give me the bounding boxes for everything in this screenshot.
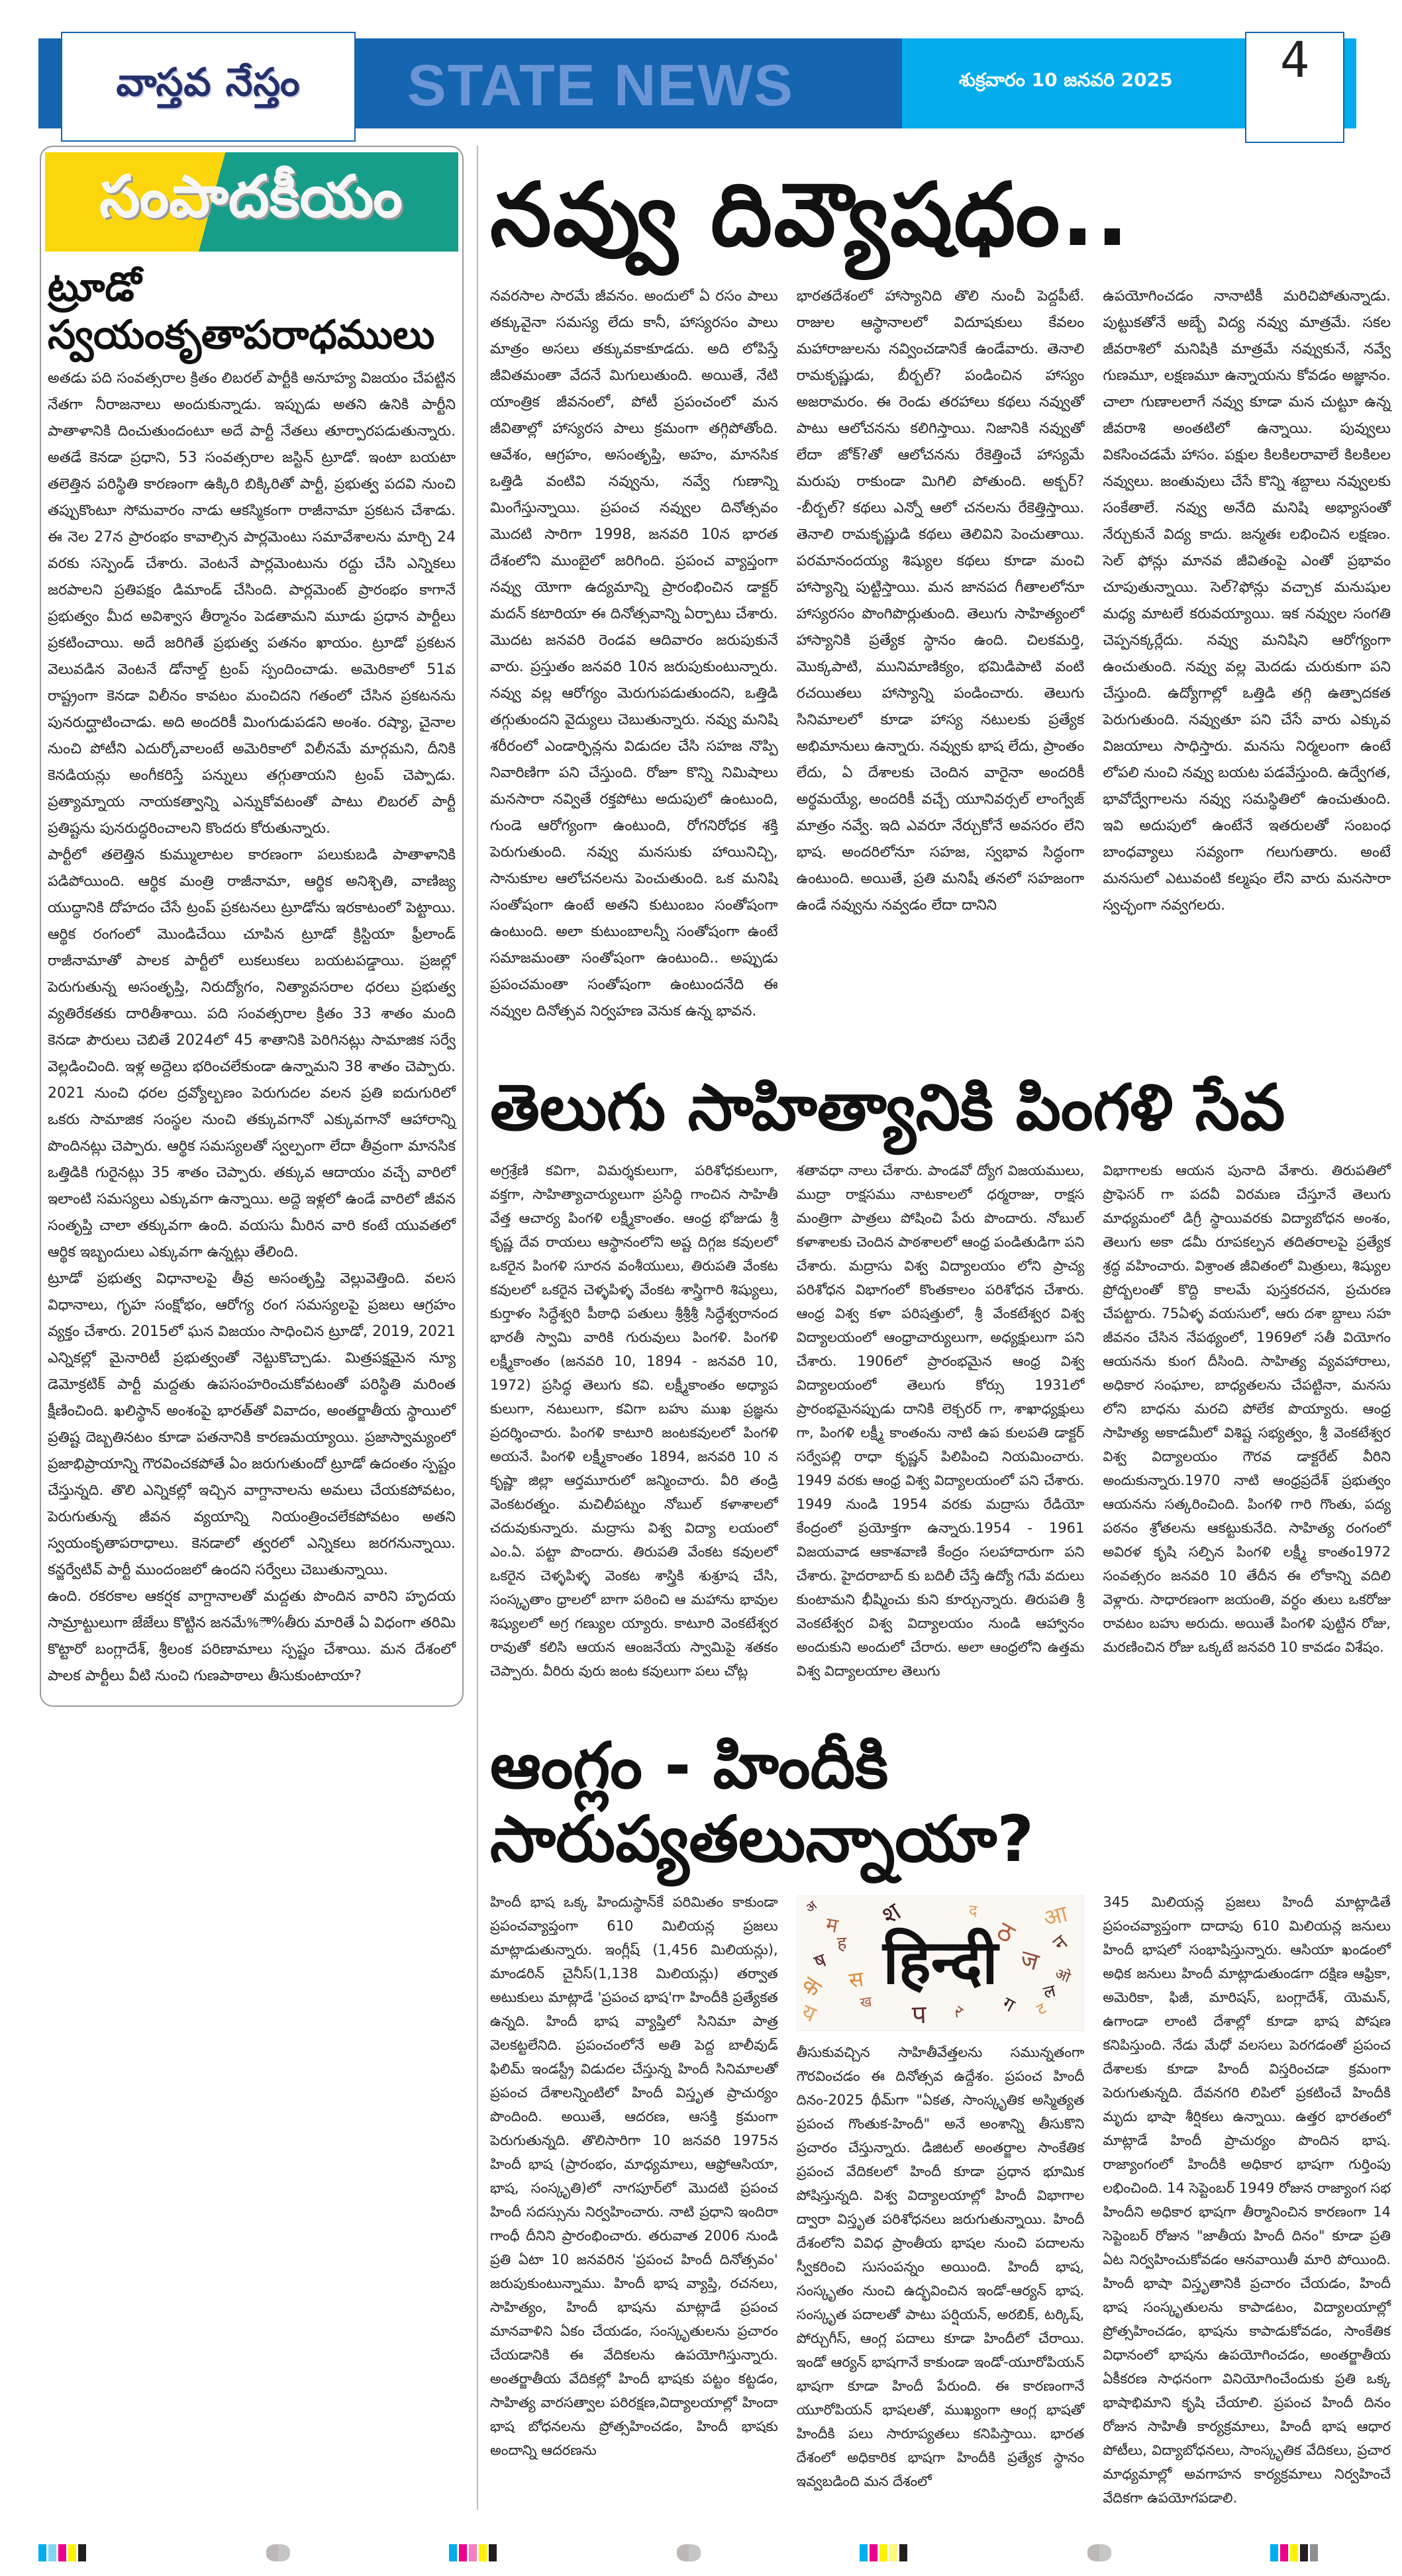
article-column xyxy=(797,1890,1085,2510)
hindi-word: हिन्दी xyxy=(877,1951,1003,1975)
page-number-box xyxy=(1245,32,1344,143)
color-swatch xyxy=(48,2544,56,2561)
article-column xyxy=(797,1159,1085,1683)
article-paragraph: అగ్రశ్రేణి కవిగా, విమర్శకులుగా, పరిశోధకులుగా, వక్తగా, సాహిత్యాచార్యులుగా ప్రసిద్ధి గాంచిన సాహితీ వేత్త ఆచార్య పింగళి లక్ష్మీకాంతం. ఆంధ్ర భోజుడు శ్రీ కృష్ణ దేవ రాయలు ఆస్థానంలోని అష్ట దిగ్గజ కవులలో ఒకరైన పింగళి సూరన వంశీయులు, తిరుపతి వేంకట కవులలో ఒకరైన చెళ్ళపిళ్ళ వేంకట శాస్త్రిగారి శిష్యులు, కుర్తాళం సిద్ధేశ్వరి పీఠాధి పతులు శ్రీశ్రీశ్రీ సిద్ధేశ్వరానంద భారతీ స్వామి వారికి గురువులు పింగళి. పింగళి లక్ష్మీకాంతం (జనవరి 10, 1894 - జనవరి 10, 1972) ప్రసిద్ధ తెలుగు కవి. లక్ష్మీకాంతం అధ్యాప కులుగా, నటులుగా, కవిగా బహు ముఖ ప్రజ్ఞను ప్రదర్శించారు. పింగళి కాటూరి జంటకవులలో పింగళి అయనే. పింగళి లక్ష్మీకాంతం 1894, జనవరి 10 న కృష్ణా జిల్లా ఆర్తమూరులో జన్మించారు. వీరి తండ్రి వెంకటరత్నం. మచిలీపట్నం నోబుల్ కళాశాలలో చదువుకున్నారు. మద్రాసు విశ్వ విద్యా లయంలో ఎం.ఏ. పట్టా పొందారు. తిరుపతి వేంకట కవులలో ఒకరైన చెళ్ళపిళ్ళ వెంకట శాస్త్రికి శుశ్రూష చేసి, సంస్కృతాం ధ్రాలలో బాగా పఠించి ఆ మహాను భావుల శిష్యులలో అగ్ర గణ్యుల య్యారు. కాటూరి వెంకటేశ్వర రావుతో కలిసి ఆయన ఆంజనేయ స్వామిపై శతకం చెప్పారు. వీరిరు వురు జంట కవులుగా పలు చోట్ల xyxy=(490,1163,778,1680)
editorial-banner xyxy=(45,152,458,252)
editorial-paragraph: పార్టీలో తలెత్తిన కుమ్ములాటల కారణంగా పలుకుబడి పాతాళానికి పడిపోయింది. ఆర్థిక మంత్రి రాజీనామా, ఆర్థిక అనిశ్చితి, వాణిజ్య యుద్ధానికి దోహదం చేసే ట్రంప్ ప్రకటనలు ట్రూడోను ఇరకాటంలో పెట్టాయి. ఆర్థిక రంగంలో మొండిచేయి చూపిన ట్రూడో క్రిస్టియా ఫ్రీలాండ్ రాజీనామాతో పాలక పార్టీలో లుకలుకలు బయటపడ్డాయి. ప్రజల్లో పెరుగుతున్న అసంతృప్తి, నిరుద్యోగం, నిత్యావసరాల ధరలు ప్రభుత్వ వ్యతిరేకతకు దారితీశాయి. పది సంవత్సరాల క్రితం 33 శాతం మంది కెనడా పౌరులు చెబితే 2024లో 45 శాతానికి పెరిగినట్లు సామాజిక సర్వే వెల్లడించింది. ఇళ్ల అద్దెలు భరించలేకుండా ఉన్నామని 38 శాతం చెప్పారు. 2021 నుంచి ధరల ద్రవ్యోల్బణం పెరుగుదల వలన ప్రతి ఐదుగురిలో ఒకరు సామాజిక సంస్థల నుంచి తక్కువగానో ఎక్కువగానో ఆహారాన్ని పొందినట్లు చెప్పారు. ఆర్థిక సమస్యలతో స్వల్పంగా లేదా తీవ్రంగా మానసిక ఒత్తిడికి గురైనట్లు 35 శాతం చెప్పారు. తక్కువ ఆదాయం వచ్చే వారిలో ఇలాంటి సమస్యలు ఎక్కువగా ఉన్నాయి. అద్దె ఇళ్లలో ఉండే వారిలో జీవన సంతృప్తి చాలా తక్కువగా ఉంది. వయసు మీరిన వారి కంటే యువతలో ఆర్థిక ఇబ్బందులు ఎక్కువగా ఉన్నట్లు తేలింది. xyxy=(48,847,456,1261)
article-column xyxy=(797,283,1085,1025)
devanagari-glyph: य xyxy=(798,1998,821,2028)
page-number: 4 xyxy=(1279,32,1310,89)
devanagari-glyph: अ xyxy=(801,1897,820,1917)
article-paragraph: నవరసాల సారమే జీవనం. అందులో ఏ రసం పాలు తక్కువైనా సమస్య లేదు కానీ, హాస్యరసం పాలు మాత్రం అసలు తక్కువకాకూడదు. అది లోపిస్తే జీవితమంతా వేదనే మిగులుతుంది. అయితే, నేటి యాంత్రిక జీవనంలో, పోటీ ప్రపంచంలో మన జీవితాల్లో హాస్యరస పాలు క్రమంగా తగ్గిపోతోంది. ఆవేశం, ఆగ్రహం, అసంతృప్తి, అహం, మానసిక ఒత్తిడి వంటివి నవ్వును, నవ్వే గుణాన్ని మింగేస్తున్నాయి. ప్రపంచ నవ్వుల దినోత్సవం మొదటి సారిగా 1998, జనవరి 10న భారత దేశంలోని ముంబైలో జరిగింది. ప్రపంచ వ్యాప్తంగా నవ్వు యోగా ఉద్యమాన్ని ప్రారంభించిన డాక్టర్ మదన్ కటారియా ఈ దినోత్సవాన్ని ఏర్పాటు చేశారు. మొదట జనవరి రెండవ ఆదివారం జరుపుకునే వారు. ప్రస్తుతం జనవరి 10న జరుపుకుంటున్నారు. నవ్వు వల్ల ఆరోగ్యం మెరుగుపడుతుందని, ఒత్తిడి తగ్గుతుందని వైద్యులు చెబుతున్నారు. నవ్వు మనిషి శరీరంలో ఎండార్ఫిన్లను విడుదల చేసి సహజ నొప్పి నివారిణిగా పని చేస్తుంది. రోజూ కొన్ని నిమిషాలు మనసారా నవ్వితే రక్తపోటు అదుపులో ఉంటుంది, గుండె ఆరోగ్యంగా ఉంటుంది, రోగనిరోధక శక్తి పెరుగుతుంది. నవ్వు మనసుకు హాయినిచ్చి, సానుకూల ఆలోచనలను పెంచుతుంది. ఒక మనిషి సంతోషంగా ఉంటే అతని కుటుంబం సంతోషంగా ఉంటుంది. అలా కుటుంబాలన్నీ సంతోషంగా ఉంటే సమాజమంతా సంతోషంగా ఉంటుంది.. అప్పుడు ప్రపంచమంతా సంతోషంగా ఉంటుందనేది ఈ నవ్వుల దినోత్సవ నిర్వహణ వెనుక ఉన్న భావన. xyxy=(490,287,778,1020)
editorial-banner-text: సంపాదకీయం xyxy=(100,164,403,230)
article-column xyxy=(490,283,778,1025)
color-swatch xyxy=(879,2544,887,2561)
main-articles xyxy=(477,146,1391,2510)
color-swatch xyxy=(449,2544,457,2561)
color-swatch xyxy=(1280,2544,1288,2561)
article-column xyxy=(490,1890,778,2510)
article-hindi xyxy=(490,1683,1391,2510)
registration-oval xyxy=(1087,2544,1111,2561)
page-content xyxy=(0,146,1402,2510)
article-column xyxy=(1103,1159,1391,1683)
logo-text: వాస్తవ నేస్తం xyxy=(116,59,301,105)
devanagari-glyph: स xyxy=(846,1966,865,1993)
editorial-headline-line-1: ట్రూడో xyxy=(48,264,142,310)
article-column xyxy=(1103,1890,1391,2510)
article-paragraph: 345 మిలియన్ల ప్రజలు హిందీ మాట్లాడితే ప్రపంచవ్యాప్తంగా దాదాపు 610 మిలియన్ల జనులు హిందీ భాషలో సంభాషిస్తున్నారు. ఆసియా ఖండంలో అధిక జనులు హిందీ మాట్లాడుతుండగా దక్షిణ ఆఫ్రికా, అమెరికా, ఫిజీ, మారిషస్, బంగ్లాదేశ్, యెమన్, ఉగాండా లాంటి దేశాల్లో కూడా భాష పోషణ కనిపిస్తుంది. నేడు మేధో వలసలు పెరగడంతో ప్రపంచ దేశాలకు కూడా హిందీ విస్తరించడా క్రమంగా పెరుగుతున్నది. దేవనగరి లిపిలో ప్రకటించే హిందీకి మృదు భాషా శీర్షికలు ఉన్నాయి. ఉత్తర భారతంలో మాట్లాడే హిందీ ప్రాచుర్యం పొందిన భాష. రాజ్యాంగంలో హిందీకి అధికార భాషగా గుర్తింపు లభించింది. 14 సెప్టెంబర్ 1949 రోజున రాజ్యాంగ సభ హిందీని అధికార భాషగా తీర్మానించిన కారణంగా 14 సెప్టెంబర్ రోజున "జాతీయ హిందీ దినం" కూడా ప్రతి ఏట నిర్వహించుకోవడం ఆనవాయితీ మారి పోయింది. హిందీ భాషా విస్తృతానికి ప్రచారం చేయడం, హిందీ భాష సంస్కృతులను కాపాడటం, విద్యాలయాల్లో ప్రోత్సహించడం, భాషను కాపాడుకోవడం, సాంకేతిక విధానంలో భాషను ఉపయోగించడం, అంతర్జాతీయ ఏకీకరణ సాధనంగా వినియోగించేందుకు ప్రతి ఒక్క భాషాభిమాని కృషి చేయాలి. ప్రపంచ హిందీ దినం రోజున సాహితీ కార్యక్రమాలు, హిందీ భాష ఆధార పోటీలు, విద్యాబోధనలు, సాంస్కృతిక వేదికలు, ప్రచార మాధ్యమాల్లో అవగాహన కార్యక్రమాలు నిర్వహించే వేదికగా ఉపయోగపడాలి. xyxy=(1103,1893,1391,2506)
devanagari-glyph: ट xyxy=(1034,1999,1049,2019)
color-swatch xyxy=(899,2544,907,2561)
article-laughter-headline[interactable]: నవ్వు దివ్యౌషధం.. xyxy=(490,164,1130,266)
devanagari-glyph: द xyxy=(968,1901,978,1921)
devanagari-glyph: ख xyxy=(858,1993,873,2011)
devanagari-glyph: ष xyxy=(810,1948,829,1974)
devanagari-glyph: ग xyxy=(999,1992,1019,2017)
color-swatch xyxy=(459,2544,467,2561)
masthead xyxy=(0,0,1402,146)
color-swatch xyxy=(78,2544,86,2561)
registration-oval xyxy=(266,2544,290,2561)
article-paragraph: హిందీ భాష ఒక్క హిందుస్థాన్‌కే పరిమితం కాకుండా ప్రపంచవ్యాప్తంగా 610 మిలియన్ల ప్రజలు మాట్లాడుతున్నారు. ఇంగ్లీష్ (1,456 మిలియన్లు), మాండరిన్ చైనీస్(1,138 మిలియన్లు) తర్వాత అటుకులు మాట్లాడే 'ప్రపంచ భాష'గా హిందీకి ప్రత్యేకత ఉన్నది. హిందీ భాష వ్యాప్తిలో సినిమా పాత్ర వెలకట్టలేనిది. ప్రపంచంలోనే అతి పెద్ద బాలీవుడ్ ఫిలిమ్ ఇండస్ట్రీ విడుదల చేస్తున్న హిందీ సినిమాలతో ప్రపంచ దేశాలన్నింటిలో హిందీ విస్తృత ప్రాచుర్యం పొందింది. అయితే, ఆదరణ, ఆసక్తి క్రమంగా పెరుగుతున్నది. తొలిసారిగా 10 జనవరి 1975న హిందీ భాష (ప్రారంభం, మాధ్యమాలు, ఆఫ్రోఆసియా, భాష, సంస్కృతి)లో నాగపూర్‌లో మొదటి ప్రపంచ హిందీ సదస్సును నిర్వహించారు. నాటి ప్రధాని ఇందిరా గాంధీ దీనిని ప్రారంభించారు. తరువాత 2006 నుండి ప్రతి ఏటా 10 జనవరిన 'ప్రపంచ హిందీ దినోత్సవం' జరుపుకుంటున్నాము. హిందీ భాష వ్యాప్తి, రచనలు, సాహిత్యం, హిందీ భాషను మాట్లాడే ప్రపంచ మానవాళిని ఏకం చేయడం, సంస్కృతులను ప్రచారం చేయడానికి ఈ వేదికలను ఉపయోగిస్తున్నారు. అంతర్జాతీయ వేదికల్లో హిందీ భాషకు పట్టం కట్టడం, సాహిత్య వారసత్వాల పరిరక్షణ,విద్యాలయాల్లో హిందా భాష బోధనలను ప్రోత్సహించడం, హిందీ భాషకు అందాన్ని ఆదరణను xyxy=(490,1893,778,2458)
devanagari-glyph: म xyxy=(824,1913,840,1938)
devanagari-glyph: आ xyxy=(1040,1901,1070,1932)
editorial-paragraph: ఉంది. రకరకాల ఆకర్షక వాగ్దానాలతో మద్దతు పొందిన వారిని హృదయ సామ్రాట్టులుగా జేజేలు కొట్టిన జనమే%ౌా%తీరు మారితే ఏ విధంగా తరిమి కొట్టారో బంగ్లాదేశ్, శ్రీలంక పరిణామాలు స్పష్టం చేశాయి. మన దేశంలో పాలక పార్టీలు వీటి నుంచి గుణపాఠాలు తీసుకుంటాయా? xyxy=(48,1588,456,1684)
color-swatch-group xyxy=(38,2544,86,2561)
color-swatch xyxy=(469,2544,477,2561)
print-registration-marks xyxy=(0,2536,1402,2576)
color-swatch xyxy=(1270,2544,1278,2561)
article-column xyxy=(1103,283,1391,1025)
color-swatch xyxy=(1310,2544,1318,2561)
color-swatch-group xyxy=(860,2544,907,2561)
issue-date: శుక్రవారం 10 జనవరి 2025 xyxy=(959,69,1173,91)
article-paragraph: ఉపయోగించడం నానాటికీ మరిచిపోతున్నాడు. పుట్టుకతోనే అబ్బే విద్య నవ్వు మాత్రమే. సకల జీవరాశిలో మనిషికి మాత్రమే నవ్వుకునే, నవ్వే గుణమూ, లక్షణమూ ఉన్నాయను కోవడం అజ్ఞానం. చాలా గుణాలలాగే నవ్వు కూడా మన చుట్టూ ఉన్న జీవరాశి అంతటిలో ఉన్నాయి. పువ్వులు వికసించడమే హాసం. పక్షుల కిలకిలరావాలే కిలకిలల నవ్వులు. జంతువులు చేసే కొన్ని శబ్దాలు నవ్వులకు సంకేతాలే. నవ్వు అనేది మనిషి అభ్యాసంతో నేర్చుకునే విద్య కాదు. జన్మతః లభించిన లక్షణం. సెల్ ఫోన్లు మానవ జీవితంపై ఎంతో ప్రభావం చూపుతున్నాయి. సెల్?ఫోన్లు వచ్చాక మనుషుల మధ్య మాటలే కరువయ్యాయి. ఇక నవ్వుల సంగతి చెప్పనక్కర్లేదు. నవ్వు మనిషిని ఆరోగ్యంగా ఉంచుతుంది. నవ్వు వల్ల మెదడు చురుకుగా పని చేస్తుంది. ఉద్యోగాల్లో ఒత్తిడి తగ్గి ఉత్పాదకత పెరుగుతుంది. నవ్వుతూ పని చేసే వారు ఎక్కువ విజయాలు సాధిస్తారు. మనసు నిర్మలంగా ఉంటే లోపలి నుంచి నవ్వు బయట పడవేస్తుంది. ఉద్వేగత, భావోద్వేగాలను నవ్వు సమస్థితిలో ఉంచుతుంది. ఇవి అదుపులో ఉంటేనే ఇతరులతో సంబంధ బాంధవ్యాలు సవ్యంగా గలుగుతారు. అంటే మనసులో ఎటువంటి కల్మషం లేని వారు మనసారా స్వచ్ఛంగా నవ్వగలరు. xyxy=(1103,287,1391,914)
article-pingali-columns xyxy=(490,1159,1391,1683)
devanagari-glyph: ल xyxy=(1041,1981,1058,2003)
article-paragraph: తీసుకువచ్చిన సాహితీవేత్తలను సమున్నతంగా గౌరవించడం ఈ దినోత్సవ ఉద్దేశం. ప్రపంచ హిందీ దినం-2025 థీమ్‌గా "ఏకత, సాంస్కృతిక అస్మిత్యత ప్రపంచ గొంతుక-హిందీ" అనే అంశాన్ని తీసుకొని ప్రచారం చేస్తున్నారు. డిజిటల్ అంతర్జాల సాంకేతిక ప్రపంచ వేదికలలో హిందీ కూడా ప్రధాన భూమిక పోషిస్తున్నది. విశ్వ విద్యాలయాల్లో హిందీ విభాగాల ద్వారా విస్తృత పరిశోధనలు జరుగుతున్నాయి. హిందీ దేశంలోని వివిధ ప్రాంతీయ భాషల నుంచి పదాలను స్వీకరించి సుసంపన్నం అయింది. హిందీ భాష, సంస్కృతం నుంచి ఉద్భవించిన ఇండో-ఆర్యన్ భాష. సంస్కృత పదాలతో పాటు పర్షియన్, అరబిక్, టర్కిష్, పోర్చుగీస్, ఆంగ్ల పదాలు కూడా హిందీలో చేరాయి. ఇండో ఆర్యన్ భాషగానే కాకుండా ఇండో-యూరోపియన్ భాషగా కూడా హిందీ పేరుంది. ఈ కారణంగానే యూరోపియన్ భాషలతో, ముఖ్యంగా ఆంగ్ల భాషతో హిందీకి పలు సారూప్యతలు కనిపిస్తాయి. భారత దేశంలో అధికారిక భాషగా హిందీకి ప్రత్యేక స్థానం ఇవ్వబడింది మన దేశంలో xyxy=(796,2044,1085,2489)
article-pingali-headline[interactable]: తెలుగు సాహిత్యానికి పింగళి సేవ xyxy=(490,1070,1285,1145)
color-swatch xyxy=(479,2544,487,2561)
color-swatch xyxy=(38,2544,46,2561)
devanagari-glyph: क xyxy=(797,1971,826,2003)
color-swatch xyxy=(1290,2544,1298,2561)
devanagari-glyph: र xyxy=(950,2001,967,2022)
devanagari-glyph: श xyxy=(876,1897,907,1931)
color-swatch xyxy=(58,2544,66,2561)
devanagari-glyph: ओ xyxy=(1052,1965,1073,1987)
devanagari-glyph: ठ xyxy=(991,1916,1019,1950)
color-swatch-group xyxy=(449,2544,497,2561)
article-column xyxy=(490,1159,778,1683)
editorial-column xyxy=(40,146,464,1707)
color-swatch xyxy=(860,2544,868,2561)
article-pingali xyxy=(490,1025,1391,1683)
color-swatch xyxy=(870,2544,877,2561)
color-swatch xyxy=(489,2544,497,2561)
newspaper-logo[interactable] xyxy=(61,32,356,142)
color-swatch xyxy=(1300,2544,1308,2561)
hindi-word-cloud-image[interactable] xyxy=(797,1895,1085,2031)
devanagari-glyph: ह xyxy=(836,1932,848,1954)
article-paragraph: శతావధా నాలు చేశారు. పాండవో ద్యోగ విజయములు, ముద్రా రాక్షసము నాటకాలలో ధర్మరాజు, రాక్షస మంత్రిగా పాత్రలు పోషించి పేరు పొందారు. నోబుల్ కళాశాలకు చెందిన పాఠశాలలో ఆంధ్ర పండితుడిగా పని చేశారు. మద్రాసు విశ్వ విద్యాలయం లోని ప్రాచ్య పరిశోధన విభాగంలో కొంతకాలం పరిశోధన చేశారు. ఆంధ్ర విశ్వ కళా పరిషత్తులో, శ్రీ వేంకటేశ్వర విశ్వ విద్యాలయంలో ఆంధ్రాచార్యులుగా, అధ్యక్షులుగా పని చేశారు. 1906లో ప్రారంభమైన ఆంధ్ర విశ్వ విద్యాలయంలో తెలుగు కోర్సు 1931లో ప్రారంభమైనప్పుడు దానికి లెక్చరర్ గా, శాఖాధ్యక్షులు గా, పింగళి లక్ష్మీ కాంతంను నాటి ఉప కులపతి డాక్టర్ సర్వేపల్లి రాధా కృష్ణన్ పిలిపించి నియమించారు. 1949 వరకు ఆంధ్ర విశ్వ విద్యాలయంలో పని చేశారు. 1949 నుండి 1954 వరకు మద్రాసు రేడియో కేంద్రంలో ప్రయోక్తగా ఉన్నారు.1954 - 1961 విజయవాడ ఆకాశవాణి కేంద్రం సలహాదారుగా పని చేశారు. హైదరాబాద్ కు బదిలీ చేస్తే ఉద్యో గమే వదులు కుంటామని భీష్మించు కుని కూర్చున్నారు. తిరుపతి శ్రీ వెంకటేశ్వర విశ్వ విద్యాలయం నుండి ఆహ్వానం అందుకుని అందులో చేరారు. అలా ఆంధ్రలోని ఉత్తమ విశ్వ విద్యాలయాల తెలుగు xyxy=(796,1163,1085,1680)
color-swatch xyxy=(889,2544,897,2561)
article-laughter xyxy=(490,146,1391,1025)
article-hindi-columns xyxy=(490,1890,1391,2510)
article-laughter-columns xyxy=(490,283,1391,1025)
editorial-body xyxy=(41,363,462,1690)
article-hindi-headline[interactable]: ఆంగ్లం - హిందీకి సారుప్యతలున్నాయా? xyxy=(490,1729,1034,1876)
article-paragraph: విభాగాలకు ఆయన పునాది వేశారు. తిరుపతిలో ప్రొఫెసర్ గా పదవీ విరమణ చేస్తూనే తెలుగు మాధ్యమంలో డిగ్రీ స్థాయివరకు విద్యాబోధన అంశం, తెలుగు అకా డమీ రూపకల్పన తదితరాలపై ప్రత్యేక శ్రద్ధ వహించారు. విశ్రాంత జీవితంలో మిత్రులు, శిష్యుల ప్రోద్బలంతో కొద్ది కాలమే పుస్తకరచన, ప్రచురణ చేపట్టారు. 75ఏళ్ళ వయసులో, ఆరు దశా బ్దాలు సహ జీవనం చేసిన నేపథ్యంలో, 1969లో సతీ వియోగం ఆయనను కుంగ దీసింది. సాహిత్య వ్యవహారాలు, అధికార సంఘాల, బాధ్యతలను చేపట్టినా, మనసు లోని బాధను మరచి పోలేక పొయ్యారు. ఆంధ్ర సాహిత్య అకాడమీలో విశిష్ట సభ్యత్వం, శ్రీ వెంకటేశ్వర విశ్వ విద్యాలయం గౌరవ డాక్టరేట్ వీరిని అందుకున్నారు.1970 నాటి ఆంధ్రప్రదేశ్ ప్రభుత్వం ఆయనను సత్కరించింది. పింగళి గారి గొంతు, పద్య పఠనం శ్రోతలను ఆకట్టుకునేది. సాహిత్య రంగంలో అవిరళ కృషి సల్పిన పింగళి లక్ష్మీ కాంతం1972 సంవత్సరం జనవరి 10 తేదీన ఈ లోకాన్ని వదిలి వెళ్లారు. సాధారణంగా జయంతి, వర్ధం తులు ఒకరోజు రావటం బహు అరుదు. అయితే పింగళి పుట్టిన రోజు, మరణించిన రోజు ఒక్కటే జనవరి 10 కావడం విశేషం. xyxy=(1103,1163,1391,1656)
editorial-headline-line-2: స్వయంకృతాపరాధములు xyxy=(48,312,435,358)
devanagari-glyph: प xyxy=(911,1999,927,2030)
editorial-headline[interactable] xyxy=(41,252,462,363)
section-title: STATE NEWS xyxy=(407,52,794,118)
article-paragraph: భారతదేశంలో హాస్యానిది తొలి నుంచీ పెద్దపీటే. రాజుల ఆస్థానాలలో విదూషకులు కేవలం మహారాజులను నవ్వించడానికే ఉండేవారు. తెనాలి రామకృష్ణుడు, బీర్బల్? పండించిన హాస్యం అజరామరం. ఈ రెండు తరహాలు కథలు నవ్వుతో పాటు ఆలోచనను కలిగిస్తాయి. నిజానికి నవ్వుతో లేదా జోక్?తో ఆలోచనను రేకెత్తించే హాస్యమే మరుపు రాకుండా మిగిలి పోతుంది. అక్బర్? -బీర్బల్? కథలు ఎన్నో ఆలో చనలను రేకెత్తిస్తాయి. తెనాలి రామకృష్ణుడి కథలు తెలివిని పెంచుతాయి. పరమానందయ్య శిష్యుల కథలు కూడా మంచి హాస్యాన్ని పుట్టిస్తాయి. మన జానపద గీతాలలోనూ హాస్యరసం పొంగిపొర్లుతుంది. తెలుగు సాహిత్యంలో హాస్యానికి ప్రత్యేక స్థానం ఉంది. చిలకమర్తి, మొక్కపాటి, మునిమాణిక్యం, భమిడిపాటి వంటి రచయితలు హాస్యాన్ని పండించారు. తెలుగు సినిమాలలో కూడా హాస్య నటులకు ప్రత్యేక అభిమానులు ఉన్నారు. నవ్వుకు భాష లేదు, ప్రాంతం లేదు, ఏ దేశాలకు చెందిన వారైనా అందరికీ అర్థమయ్యే, అందరికీ వచ్చే యూనివర్సల్ లాంగ్వేజ్ మాత్రం నవ్వే. ఇది ఎవరూ నేర్చుకోనే అవసరం లేని భాష. అందరిలోనూ సహజ, స్వభావ సిద్ధంగా ఉంటుంది. అయితే, ప్రతి మనిషీ తనలో సహజంగా ఉండే నవ్వును నవ్వడం లేదా దానిని xyxy=(796,287,1085,914)
editorial-paragraph: అతడు పది సంవత్సరాల క్రితం లిబరల్ పార్టీకి అనూహ్య విజయం చేపట్టిన నేతగా నీరాజనాలు అందుకున్నాడు. ఇప్పుడు అతని ఉనికి పార్టీని పాతాళానికి దించుతుందంటూ అదే పార్టీ నేతలు తూర్పారపడుతున్నారు. అతడే కెనడా ప్రధాని, 53 సంవత్సరాల జస్టిన్ ట్రూడో. ఇంటా బయటా తలెత్తిన పరిస్థితి కారణంగా ఉక్కిరి బిక్కిరితో పార్టీ, ప్రభుత్వ పదవి నుంచి తప్పుకొంటూ సోమవారం నాడు ఆకస్మికంగా రాజీనామా ప్రకటన చేశాడు. ఈ నెల 27న ప్రారంభం కావాల్సిన పార్లమెంటు సమావేశాలను మార్చి 24 వరకు సస్పెండ్ చేశారు. వెంటనే పార్లమెంటును రద్దు చేసి ఎన్నికలు జరపాలని ప్రతిపక్షం డిమాండ్ చేసింది. పార్లమెంట్ ప్రారంభం కాగానే ప్రభుత్వం మీద అవిశ్వాస తీర్మానం పెడతామని మూడు ప్రధాన పార్టీలు ప్రకటించాయి. అదే జరిగితే ప్రభుత్వ పతనం ఖాయం. ట్రూడో ప్రకటన వెలువడిన వెంటనే డోనాల్డ్ ట్రంప్ స్పందించాడు. అమెరికాలో 51వ రాష్ట్రంగా కెనడా విలీనం కావటం మంచిదని గతంలో చేసిన ప్రకటనను పునరుద్ఘాటించాడు. అది అందరికీ మింగుడుపడని అంశం. రష్యా, చైనాల నుంచి పోటీని ఎదుర్కోవాలంటే అమెరికాలో విలీనమే మార్గమని, దీనికి కెనడియన్లు అంగీకరిస్తే పన్నులు తగ్గుతాయని ట్రంప్ చెప్పాడు. ప్రత్యామ్నాయ నాయకత్వాన్ని ఎన్నుకోవటంతో పాటు లిబరల్ పార్టీ ప్రతిష్టను పునరుద్ధరించాలని కొందరు కోరుతున్నారు. xyxy=(48,370,456,837)
devanagari-glyph: ज xyxy=(1017,1945,1042,1976)
color-swatch xyxy=(68,2544,76,2561)
registration-oval xyxy=(677,2544,701,2561)
color-swatch-group xyxy=(1270,2544,1318,2561)
editorial-paragraph: ట్రూడో ప్రభుత్వ విధానాలపై తీవ్ర అసంతృప్తి వెల్లువెత్తింది. వలస విధానాలు, గృహ సంక్షోభం, ఆరోగ్య రంగ సమస్యలపై ప్రజలు ఆగ్రహం వ్యక్తం చేశారు. 2015లో ఘన విజయం సాధించిన ట్రూడో, 2019, 2021 ఎన్నికల్లో మైనారిటీ ప్రభుత్వంతో నెట్టుకొచ్చాడు. మిత్రపక్షమైన న్యూ డెమోక్రటిక్ పార్టీ మద్దతు ఉపసంహరించుకోవటంతో పరిస్థితి మరింత క్షీణించింది. ఖలిస్థాన్ అంశంపై భారత్‌తో వివాదం, అంతర్జాతీయ స్థాయిలో ప్రతిష్ట దెబ్బతినటం కూడా పతనానికి కారణమయ్యాయి. ప్రజాస్వామ్యంలో ప్రజాభిప్రాయాన్ని గౌరవించకపోతే ఏం జరుగుతుందో ట్రూడో ఉదంతం స్పష్టం చేస్తున్నది. తొలి ఎన్నికల్లో ఇచ్చిన వాగ్దానాలను అమలు చేయకపోవటం, పెరుగుతున్న జీవన వ్యయాన్ని నియంత్రించలేకపోవటం అతని స్వయంకృతాపరాధాలు. కెనడాలో త్వరలో ఎన్నికలు జరగనున్నాయి. కన్జర్వేటివ్ పార్టీ ముందంజలో ఉందని సర్వేలు చెబుతున్నాయి. xyxy=(48,1270,456,1578)
devanagari-glyph: न xyxy=(1048,1930,1073,1956)
